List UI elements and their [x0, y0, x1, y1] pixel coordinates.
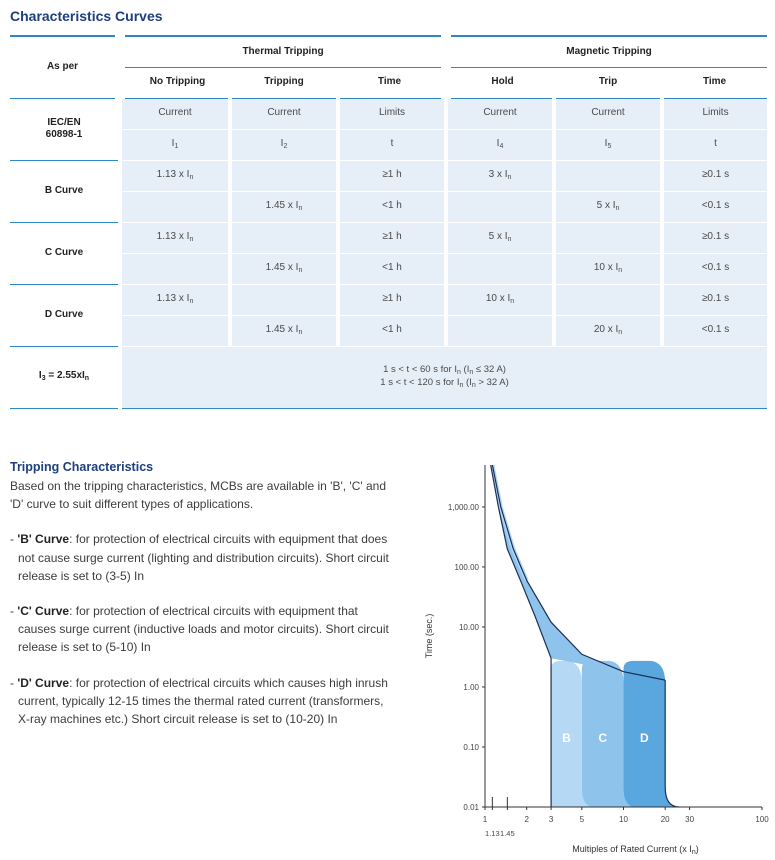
magnetic-time-cell: <0.1 s — [662, 191, 767, 222]
curve-label-d: D Curve — [10, 284, 120, 346]
y-tick-label: 100.00 — [454, 562, 479, 572]
tripping-cell: 1.45 x $I_n$ — [230, 315, 338, 346]
empty-cell — [446, 315, 554, 346]
tripping-cell: 1.45 x $I_n$ — [230, 253, 338, 284]
thermal-time-cell: <1 h — [338, 191, 446, 222]
x-tick-label: 5 — [579, 815, 585, 824]
thermal-time-cell: ≥1 h — [338, 160, 446, 191]
y-axis-title: Time (sec.) — [424, 613, 434, 659]
symbol-cell: t — [662, 129, 767, 160]
no-tripping-cell: 1.13 x $I_n$ — [120, 160, 230, 191]
i3-condition-line-2: 1 s < t < 120 s for $I_n$ ($I_n > 32$ A) — [380, 377, 509, 389]
series-label-d: D — [640, 731, 649, 746]
thermal-time-cell: ≥1 h — [338, 284, 446, 315]
hold-cell: 3 x $I_n$ — [446, 160, 554, 191]
empty-cell — [446, 253, 554, 284]
i3-label: $I_3 = 2.55xI_n$ — [10, 346, 120, 408]
tripping-cell: 1.45 x $I_n$ — [230, 191, 338, 222]
quantity-cell: Current — [230, 98, 338, 129]
page-title: Characteristics Curves — [10, 8, 163, 24]
thermal-time-cell: <1 h — [338, 253, 446, 284]
y-tick-label: 1,000.00 — [447, 502, 479, 512]
magnetic-time-cell: <0.1 s — [662, 315, 767, 346]
quantity-cell: Limits — [338, 98, 446, 129]
curve-label-c: C Curve — [10, 222, 120, 284]
as-per-header: As per — [10, 36, 120, 98]
symbol-cell: $I_5$ — [554, 129, 662, 160]
empty-cell — [230, 222, 338, 253]
empty-cell — [554, 222, 662, 253]
header-tripping: Tripping — [230, 67, 338, 98]
header-thermal-time: Time — [338, 67, 446, 98]
x-tick-label: 100 — [755, 815, 769, 824]
y-tick-label: 1.00 — [463, 682, 479, 692]
i3-condition-note — [120, 346, 767, 408]
b-curve-description: - 'B' Curve: for protection of electrical circuits with equipment that does not cause surge current (lighting and distribution circuits). Short circuit release is set to (3-5) In — [10, 532, 389, 583]
y-tick-label: 0.01 — [463, 803, 479, 812]
no-tripping-cell: 1.13 x $I_n$ — [120, 284, 230, 315]
header-magnetic-time: Time — [662, 67, 767, 98]
magnetic-region-d — [624, 661, 678, 807]
thermal-time-cell: <1 h — [338, 315, 446, 346]
series-label-c: C — [598, 731, 607, 746]
empty-cell — [120, 191, 230, 222]
quantity-cell: Current — [446, 98, 554, 129]
x-tick-label: 3 — [548, 815, 554, 824]
symbol-cell: $I_2$ — [230, 129, 338, 160]
hold-cell: 5 x $I_n$ — [446, 222, 554, 253]
empty-cell — [230, 284, 338, 315]
symbol-cell: $I_4$ — [446, 129, 554, 160]
series-label-b: B — [562, 731, 571, 746]
thermal-tripping-header: Thermal Tripping — [120, 36, 446, 67]
trip-cell: 20 x $I_n$ — [554, 315, 662, 346]
thermal-time-cell: ≥1 h — [338, 222, 446, 253]
y-tick-label: 0.10 — [463, 742, 479, 752]
quantity-cell: Limits — [662, 98, 767, 129]
trip-cell: 10 x $I_n$ — [554, 253, 662, 284]
trip-cell: 5 x $I_n$ — [554, 191, 662, 222]
symbol-cell: $I_1$ — [120, 129, 230, 160]
header-hold: Hold — [446, 67, 554, 98]
header-trip: Trip — [554, 67, 662, 98]
magnetic-time-cell: <0.1 s — [662, 253, 767, 284]
thermal-band-stripe — [492, 465, 526, 580]
empty-cell — [120, 253, 230, 284]
tripping-curve-svg — [420, 460, 775, 860]
x-tick-label: 20 — [660, 815, 670, 824]
x-tick-label: 30 — [685, 815, 695, 824]
tripping-title: Tripping Characteristics — [10, 460, 154, 474]
d-curve-description: - 'D' Curve: for protection of electrical circuits which causes high inrush current, typically 12-15 times the thermal rated current (transformers, X-ray machines etc.) Short circuit release is set to (10-20) In — [10, 675, 388, 727]
i3-condition-line-1: 1 s < t < 60 s for $I_n$ ($I_n \le 32$ A) — [383, 363, 506, 376]
x-extra-tick-label: 1.13 — [485, 829, 500, 838]
x-tick-label: 10 — [619, 815, 628, 824]
header-no-tripping: No Tripping — [120, 67, 230, 98]
characteristics-table — [10, 35, 767, 409]
symbol-cell: t — [338, 129, 446, 160]
x-extra-tick-label: 1.45 — [500, 829, 515, 838]
x-axis-title: Multiples of Rated Current (x $I_n$) — [572, 844, 699, 856]
magnetic-time-cell: ≥0.1 s — [662, 284, 767, 315]
empty-cell — [120, 315, 230, 346]
hold-cell: 10 x $I_n$ — [446, 284, 554, 315]
quantity-cell: Current — [120, 98, 230, 129]
d-curve-boundary-line — [665, 680, 679, 807]
standard-label: IEC/EN 60898-1 — [10, 98, 120, 160]
y-tick-label: 10.00 — [458, 622, 479, 632]
quantity-cell: Current — [554, 98, 662, 129]
c-curve-description: - 'C' Curve: for protection of electrical circuits with equipment that causes surge current (inductive loads and motor circuits). Short circuit release is set to (5-10) In — [10, 604, 389, 655]
magnetic-time-cell: ≥0.1 s — [662, 160, 767, 191]
tripping-characteristics — [10, 460, 390, 745]
magnetic-time-cell: ≥0.1 s — [662, 222, 767, 253]
curve-label-b: B Curve — [10, 160, 120, 222]
empty-cell — [554, 160, 662, 191]
empty-cell — [230, 160, 338, 191]
tripping-curve-chart — [420, 460, 775, 860]
empty-cell — [554, 284, 662, 315]
no-tripping-cell: 1.13 x $I_n$ — [120, 222, 230, 253]
tripping-intro: Based on the tripping characteristics, MCBs are available in 'B', 'C' and 'D' curve to suit different types of applications. — [10, 479, 387, 512]
empty-cell — [446, 191, 554, 222]
x-tick-label: 2 — [524, 815, 529, 824]
magnetic-tripping-header: Magnetic Tripping — [446, 36, 767, 67]
x-tick-label: 1 — [482, 815, 488, 824]
